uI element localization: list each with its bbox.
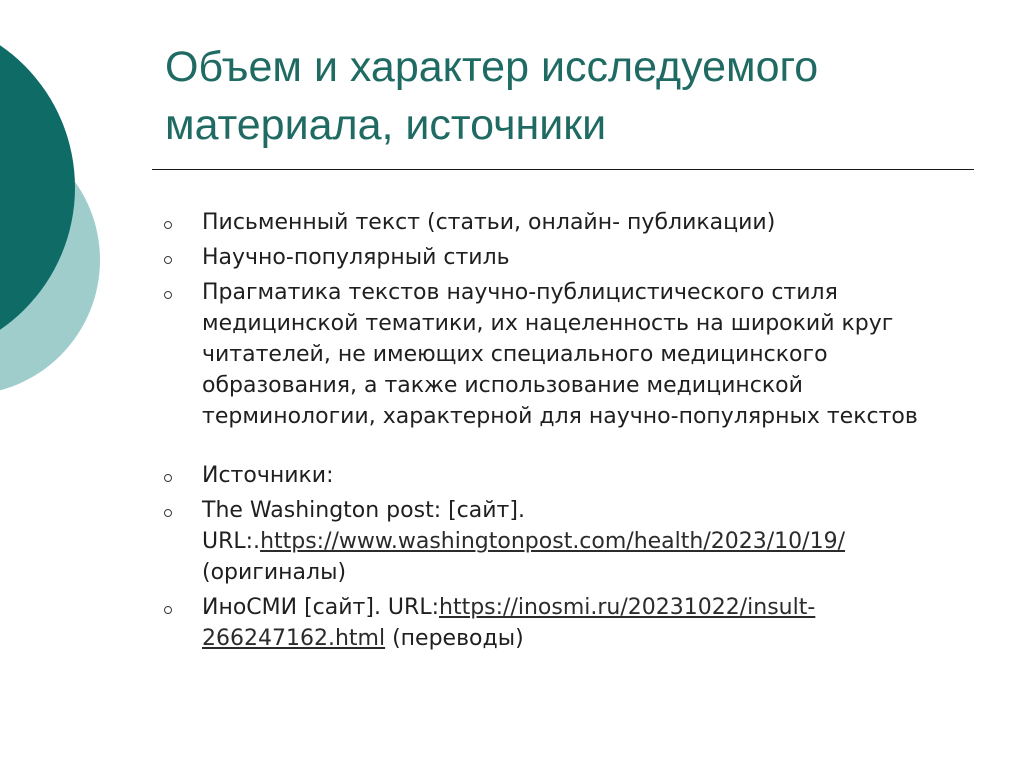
source-prefix: ИноСМИ [сайт]. URL: (202, 595, 439, 620)
washington-post-link[interactable]: https://www.washingtonpost.com/health/2023/10/19/ (260, 529, 845, 554)
circle-bullet-icon (164, 606, 172, 614)
bullet-text: Источники: (202, 463, 334, 488)
circle-bullet-icon (164, 509, 172, 517)
bullet-text: Научно-популярный стиль (202, 245, 510, 270)
circle-bullet-icon (164, 291, 172, 299)
circle-bullet-icon (164, 474, 172, 482)
bullet-item (158, 277, 958, 432)
inosmi-link[interactable]: https://inosmi.ru/20231022/insult-266247162.html (202, 595, 816, 651)
bullet-item (158, 460, 958, 491)
bullet-text: Письменный текст (статьи, онлайн- публикации) (202, 210, 776, 235)
bullet-item (158, 242, 958, 273)
bullet-item (158, 207, 958, 238)
slide-title: Объем и характер исследуемого материала, источники (165, 43, 819, 149)
circle-bullet-icon (164, 256, 172, 264)
source-prefix: The Washington post: [сайт]. URL:. (202, 498, 525, 554)
bullet-item (158, 592, 958, 654)
bullet-text: Прагматика текстов научно-публицистического стиля медицинской тематики, их нацеленность на широкий круг читателей, не имеющих специального медицинского образования, а также использование медицинской терминологии, характерной для научно-популярных текстов (202, 280, 918, 429)
circle-bullet-icon (164, 221, 172, 229)
source-suffix: (переводы) (385, 626, 524, 651)
bullet-list (158, 207, 958, 658)
title-divider (152, 169, 974, 170)
source-suffix: (оригиналы) (202, 560, 347, 585)
bullet-item (158, 495, 958, 588)
